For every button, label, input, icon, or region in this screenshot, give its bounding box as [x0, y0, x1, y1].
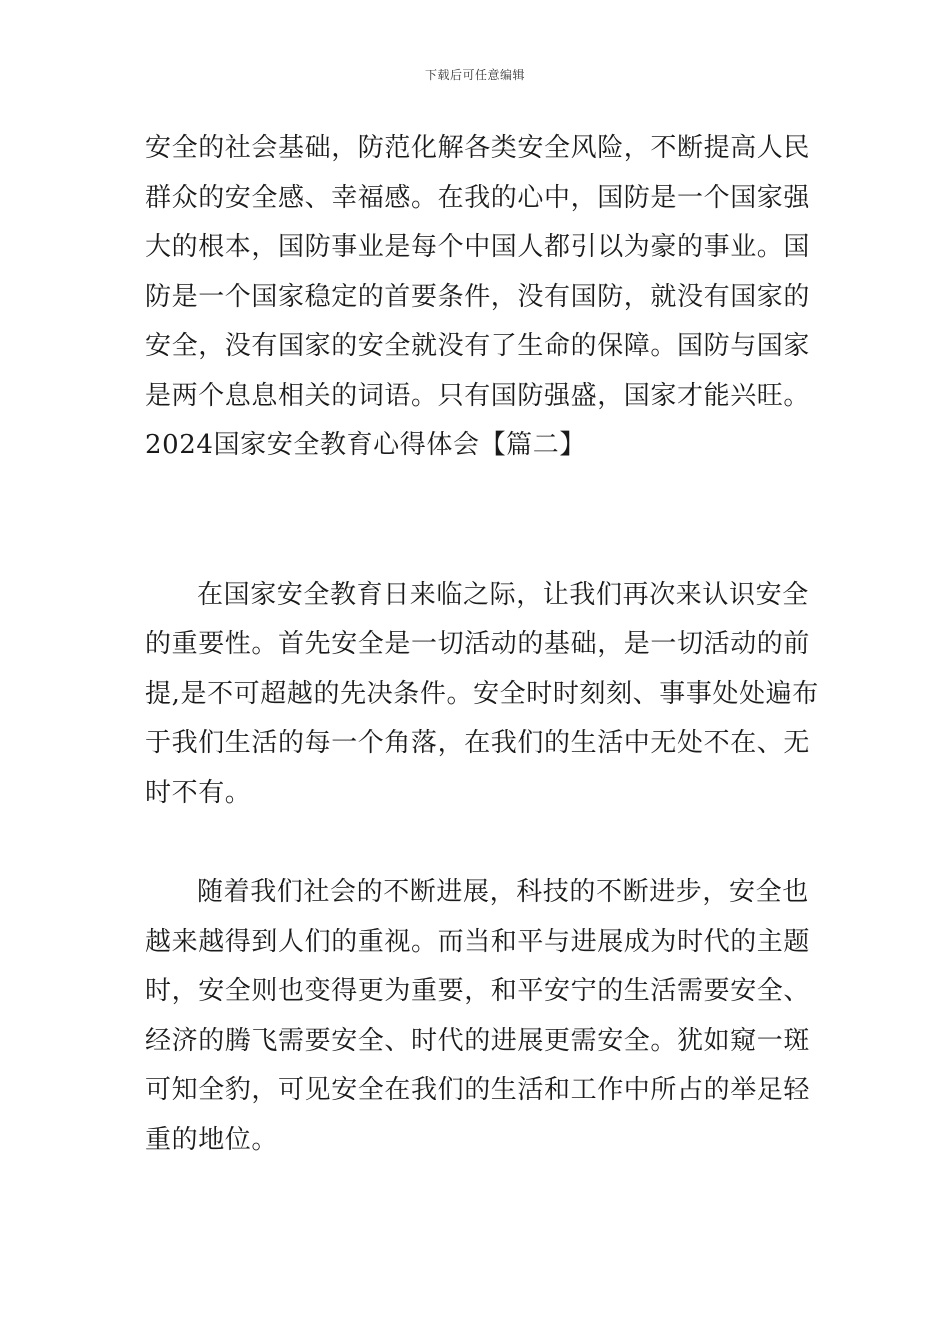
- text-line: 大的根本，国防事业是每个中国人都引以为豪的事业。国: [145, 232, 811, 262]
- text-line: 经济的腾飞需要安全、时代的进展更需安全。犹如窥一斑: [145, 1025, 811, 1056]
- text-line: 重的地位。: [145, 1124, 279, 1155]
- text-line: 安全的社会基础，防范化解各类安全风险，不断提高人民: [145, 133, 811, 163]
- page-header: 下载后可任意编辑: [424, 68, 525, 82]
- text-line: 时不有。: [145, 777, 252, 808]
- text-line: 群众的安全感、幸福感。在我的心中，国防是一个国家强: [145, 182, 811, 213]
- text-line: 可知全豹，可见安全在我们的生活和工作中所占的举足轻: [145, 1075, 811, 1105]
- document-body: [145, 124, 819, 1165]
- text-line: 的重要性。首先安全是一切活动的基础，是一切活动的前: [145, 629, 811, 659]
- text-line: 随着我们社会的不断进展，科技的不断进步，安全也: [197, 877, 809, 907]
- text-line: 时，安全则也变得更为重要，和平安宁的生活需要安全、: [145, 976, 811, 1006]
- text-line: 防是一个国家稳定的首要条件，没有国防，就没有国家的: [145, 281, 811, 312]
- paragraph-2: [145, 868, 811, 1165]
- paragraph-1: [145, 571, 819, 819]
- text-line: 越来越得到人们的重视。而当和平与进展成为时代的主题: [145, 926, 811, 957]
- section-heading: 2024国家安全教育心得体会【篇二】: [145, 430, 586, 460]
- spacer: [145, 818, 807, 868]
- text-line: 提,是不可超越的先决条件。安全时时刻刻、事事处处遍布: [145, 678, 819, 709]
- spacer: [145, 471, 807, 571]
- text-line: 于我们生活的每一个角落，在我们的生活中无处不在、无: [145, 728, 811, 758]
- text-line: 安全，没有国家的安全就没有了生命的保障。国防与国家: [145, 331, 811, 361]
- text-line: 是两个息息相关的词语。只有国防强盛，国家才能兴旺。: [145, 380, 811, 411]
- text-line: 在国家安全教育日来临之际，让我们再次来认识安全: [197, 579, 809, 610]
- section-continuation: [145, 124, 811, 421]
